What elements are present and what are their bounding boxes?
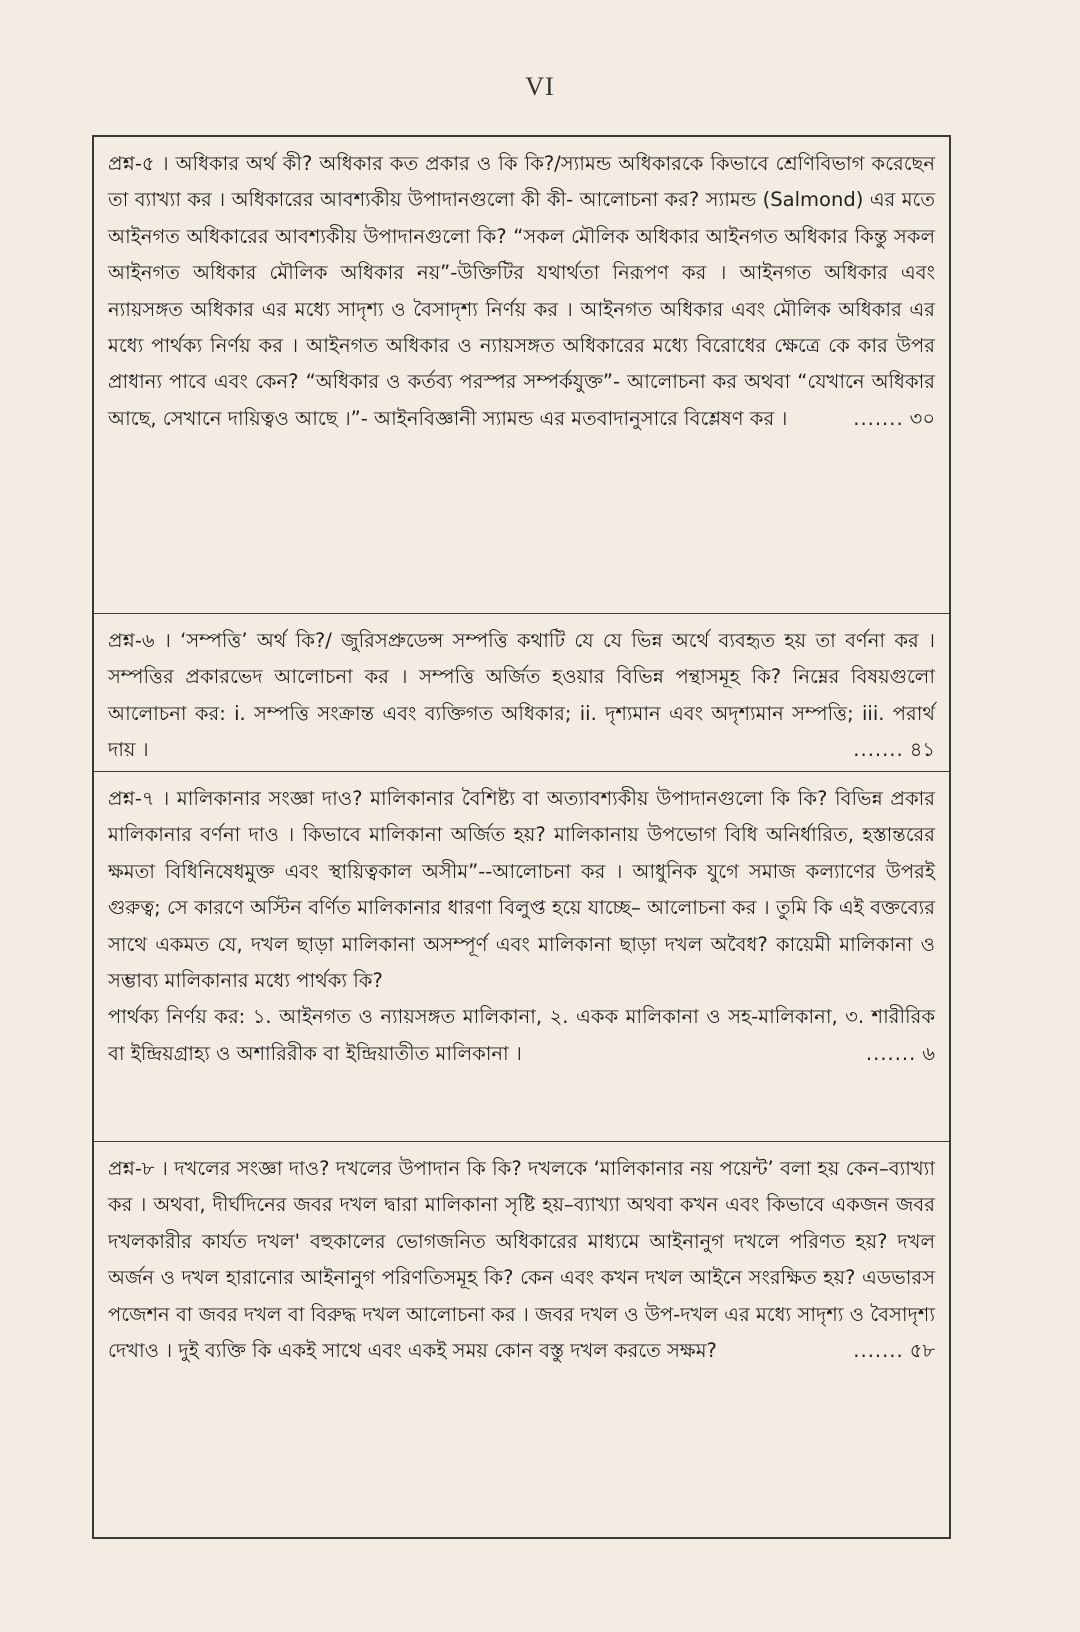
leader-dots: .......	[865, 1042, 917, 1066]
leader-dots: .......	[853, 406, 904, 430]
question-7-text: প্রশ্ন-৭ । মালিকানার সংজ্ঞা দাও? মালিকানার বৈশিষ্ট্য বা অত্যাবশ্যকীয় উপাদানগুলো কি কি? বিভিন্ন প্রকার মালিকানার বর্ণনা দাও । কিভাবে মালিকানা অর্জিত হয়? মালিকানায় উপভোগ বিধি অনির্ধারিত, হস্তান্তরের ক্ষমতা বিধিনিষেধমুক্ত এবং স্থায়িত্বকাল অসীম”--আলোচনা কর । আধুনিক যুগে সমাজ কল্যাণের উপরই গুরুত্ব; সে কারণে অস্টিন বর্ণিত মালিকানার ধারণা বিলুপ্ত হয়ে যাচ্ছে– আলোচনা কর । তুমি কি এই বক্তব্যের সাথে একমত যে, দখল ছাড়া মালিকানা অসম্পূর্ণ এবং মালিকানা ছাড়া দখল অবৈধ? কায়েমী মালিকানা ও সম্ভাব্য মালিকানার মধ্যে পার্থক্য কি?	[108, 787, 935, 993]
table-of-contents-box	[92, 135, 951, 1539]
page-number-roman: VI	[525, 72, 555, 101]
question-entry-5	[94, 137, 949, 614]
question-entry-8	[94, 1142, 949, 1537]
question-entry-6	[94, 614, 949, 772]
question-8-text: প্রশ্ন-৮ । দখলের সংজ্ঞা দাও? দখলের উপাদান কি কি? দখলকে ‘মালিকানার নয় পয়েন্ট’ বলা হয় কেন–ব্যাখ্যা কর । অথবা, দীর্ঘদিনের জবর দখল দ্বারা মালিকানা সৃষ্টি হয়–ব্যাখ্যা অথবা কখন এবং কিভাবে একজন জবর দখলকারীর কার্যত দখল' বহুকালের ভোগজনিত অধিকারের মাধ্যমে আইনানুগ দখলে পরিণত হয়? দখল অর্জন ও দখল হারানোর আইনানুগ পরিণতিসমূহ কি? কেন এবং কখন দখল আইনে সংরক্ষিত হয়? এডভারস পজেশন বা জবর দখল বা বিরুদ্ধ দখল আলোচনা কর । জবর দখল ও উপ-দখল এর মধ্যে সাদৃশ্য ও বৈসাদৃশ্য দেখাও । দুই ব্যক্তি কি একই সাথে এবং একই সময় কোন বস্তু দখল করতে সক্ষম?	[108, 1157, 935, 1363]
question-7-page-ref[interactable]	[866, 1036, 935, 1072]
question-5-text: প্রশ্ন-৫ । অধিকার অর্থ কী? অধিকার কত প্রকার ও কি কি?/স্যামন্ড অধিকারকে কিভাবে শ্রেণিবিভাগ করেছেন তা ব্যাখ্যা কর । অধিকারের আবশ্যকীয় উপাদানগুলো কী কী- আলোচনা কর? স্যামন্ড (Salmond) এর মতে আইনগত অধিকারের আবশ্যকীয় উপাদানগুলো কি? “সকল মৌলিক অধিকার আইনগত অধিকার কিন্তু সকল আইনগত অধিকার মৌলিক অধিকার নয়”-উক্তিটির যথার্থতা নিরূপণ কর । আইনগত অধিকার এবং ন্যায়সঙ্গত অধিকার এর মধ্যে সাদৃশ্য ও বৈসাদৃশ্য নির্ণয় কর । আইনগত অধিকার এবং মৌলিক অধিকার এর মধ্যে পার্থক্য নির্ণয় কর । আইনগত অধিকার ও ন্যায়সঙ্গত অধিকারের মধ্যে বিরোধের ক্ষেত্রে কে কার উপর প্রাধান্য পাবে এবং কেন? “অধিকার ও কর্তব্য পরস্পর সম্পর্কযুক্ত”- আলোচনা কর অথবা “যেখানে অধিকার আছে, সেখানে দায়িত্বও আছে ।”- আইনবিজ্ঞানী স্যামন্ড এর মতবাদানুসারে বিশ্লেষণ কর ।	[108, 152, 935, 430]
leader-dots: .......	[853, 738, 904, 762]
question-5-page-number: ৩০	[909, 406, 935, 430]
question-5-body	[108, 146, 935, 437]
question-5-page-ref[interactable]	[853, 401, 935, 437]
leader-dots: .......	[853, 1339, 904, 1363]
question-6-page-ref[interactable]	[853, 732, 935, 768]
question-7-body	[108, 781, 935, 1072]
question-7-page-number: ৬	[922, 1042, 935, 1066]
question-7-subtext: পার্থক্য নির্ণয় কর: ১. আইনগত ও ন্যায়সঙ্গত মালিকানা, ২. একক মালিকানা ও সহ-মালিকানা, ৩. শারীরিক বা ইন্দ্রিয়গ্রাহ্য ও অশারিরীক বা ইন্দ্রিয়াতীত মালিকানা ।	[108, 1005, 935, 1065]
question-entry-7	[94, 772, 949, 1142]
question-8-page-ref[interactable]	[853, 1333, 935, 1369]
question-6-text: প্রশ্ন-৬ । ‘সম্পত্তি’ অর্থ কি?/ জুরিসপ্রুডেন্স সম্পত্তি কথাটি যে যে ভিন্ন অর্থে ব্যবহৃত হয় তা বর্ণনা কর । সম্পত্তির প্রকারভেদ আলোচনা কর । সম্পত্তি অর্জিত হওয়ার বিভিন্ন পন্থাসমূহ কি? নিম্নের বিষয়গুলো আলোচনা কর: i. সম্পত্তি সংক্রান্ত এবং ব্যক্তিগত অধিকার; ii. দৃশ্যমান এবং অদৃশ্যমান সম্পত্তি; iii. পরার্থ দায় ।	[108, 629, 935, 762]
question-6-page-number: ৪১	[909, 738, 935, 762]
question-8-body	[108, 1151, 935, 1369]
question-6-body	[108, 623, 935, 769]
question-8-page-number: ৫৮	[909, 1339, 935, 1363]
